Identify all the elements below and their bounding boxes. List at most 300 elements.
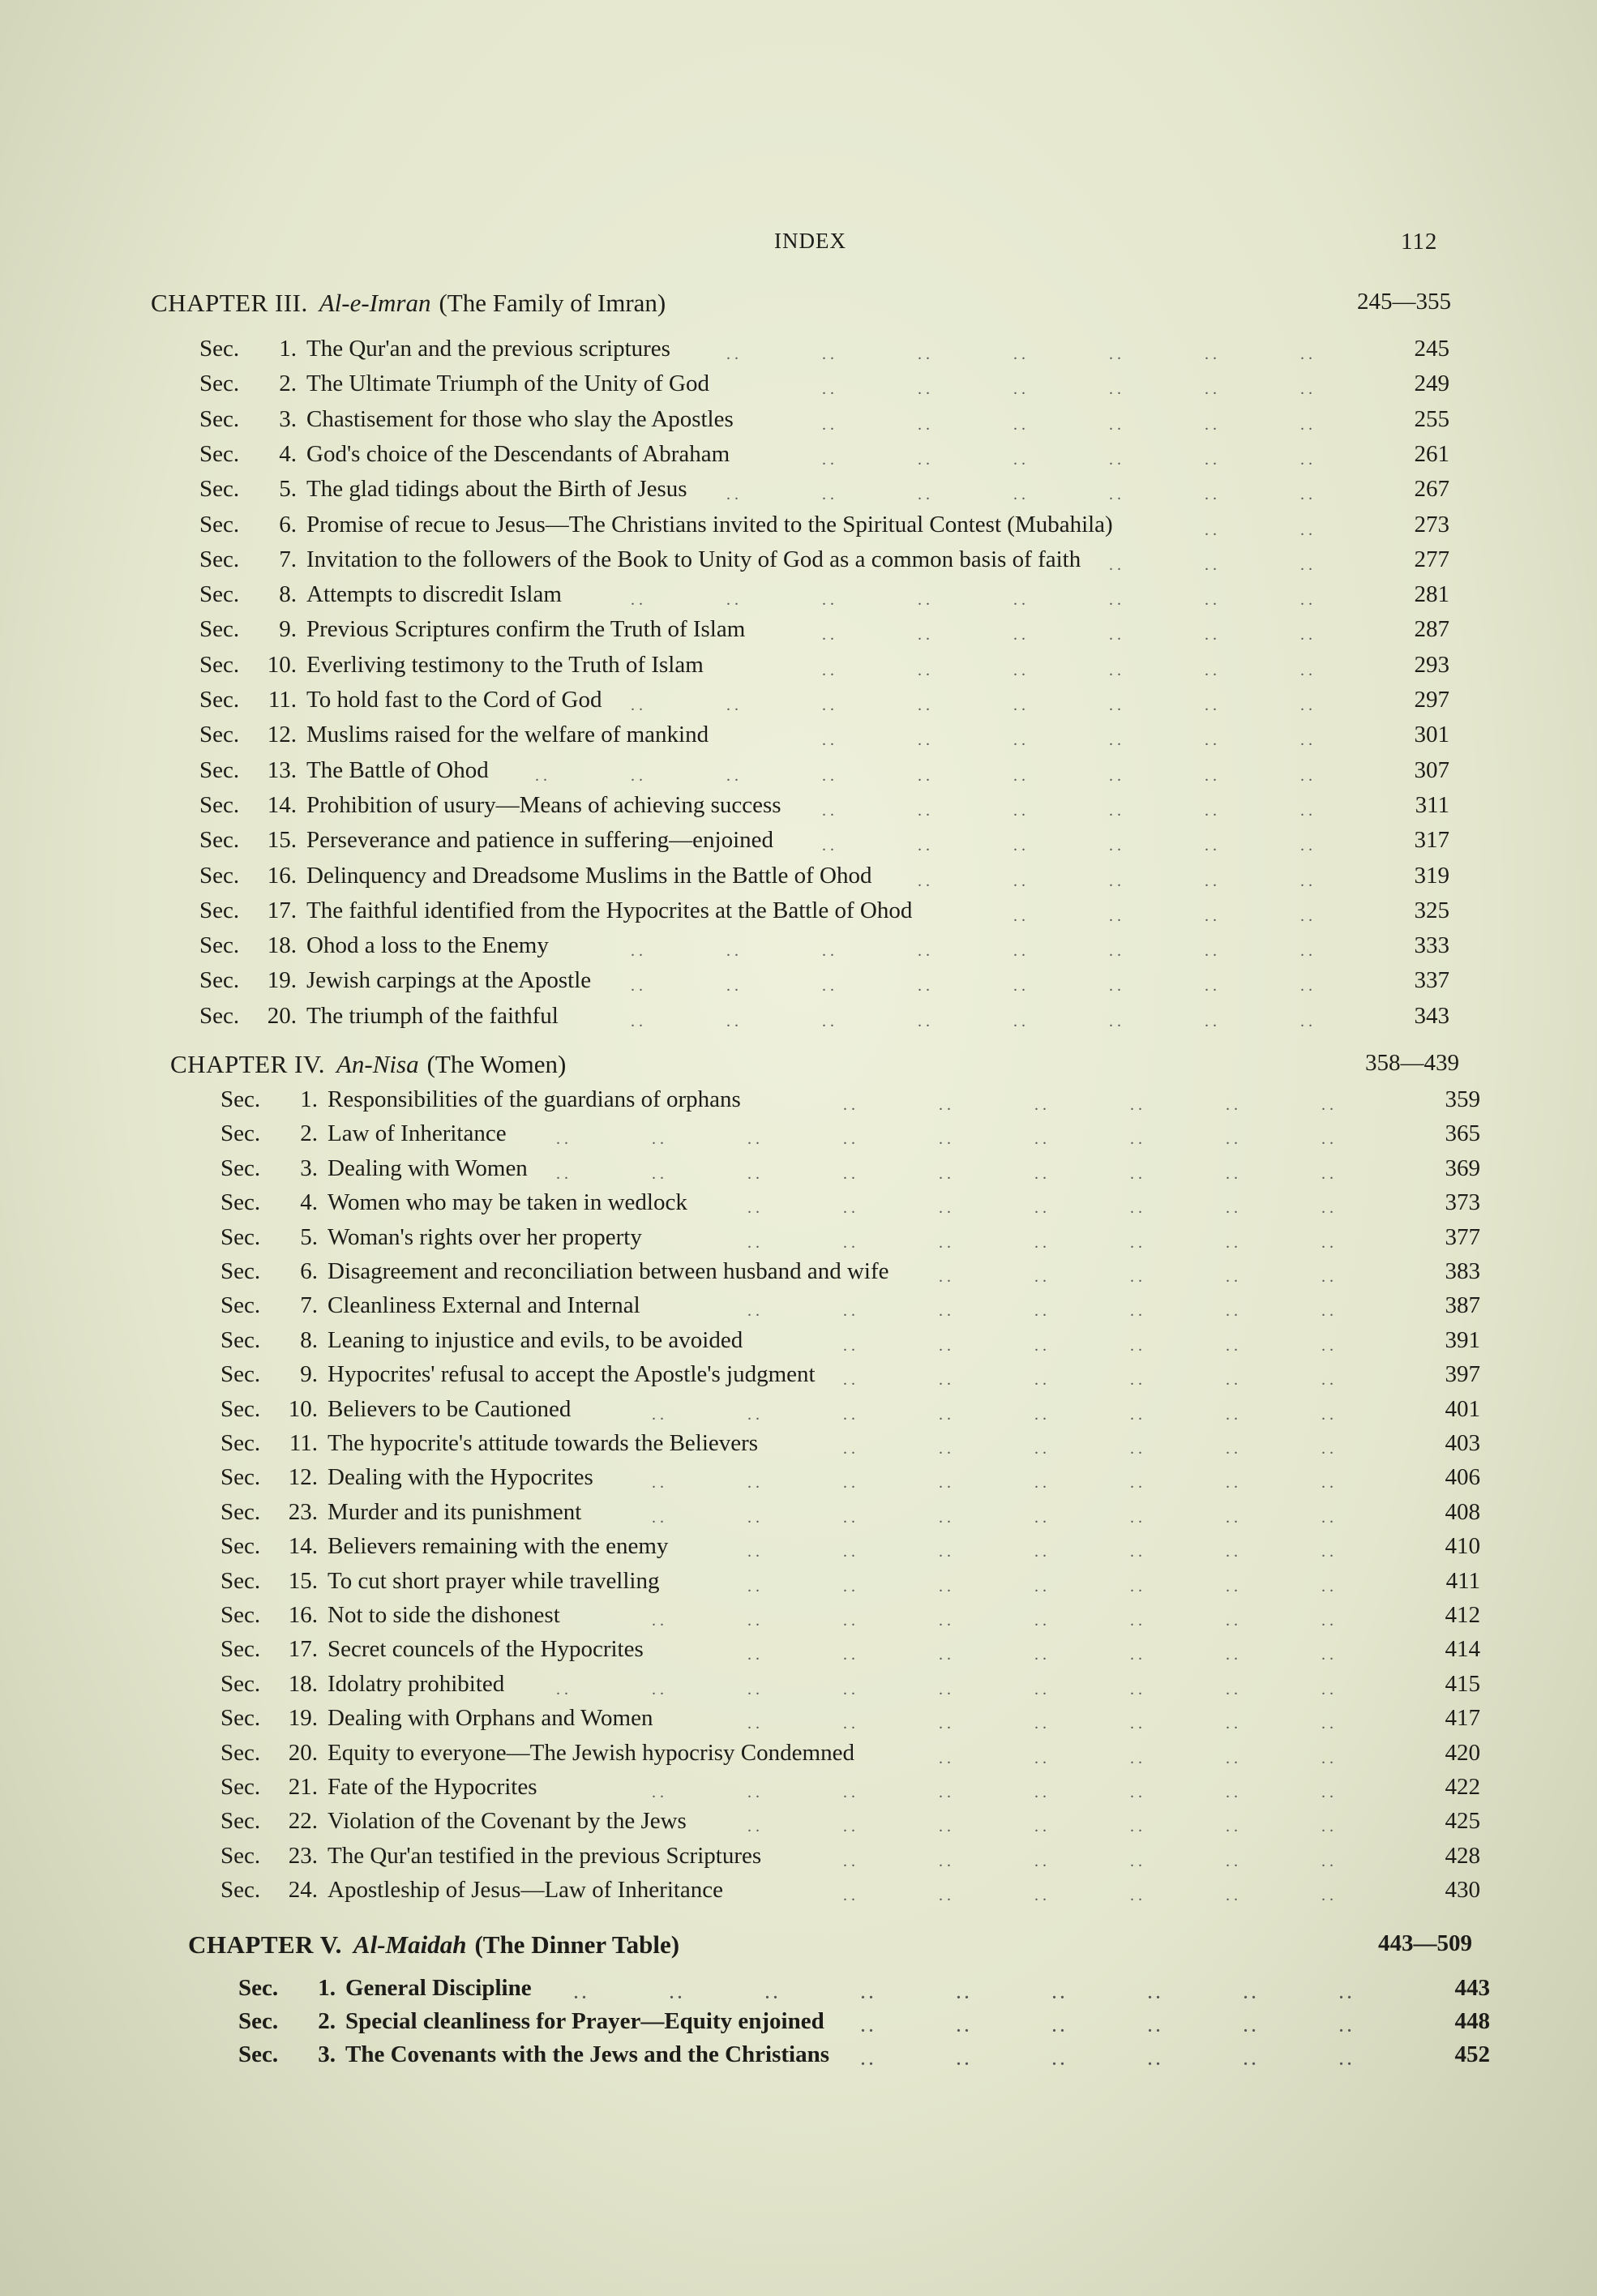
- section-title: Attempts to discredit Islam: [306, 581, 562, 608]
- leader-dots: . .: [1321, 1680, 1334, 1698]
- leader-dots: . .: [765, 1985, 777, 2003]
- section-row: [220, 1395, 1480, 1429]
- section-number: 20.: [288, 1739, 318, 1766]
- leader-dots: . .: [1130, 1852, 1142, 1870]
- leader-dots: . .: [1013, 977, 1025, 996]
- leader-dots: . .: [1013, 345, 1025, 363]
- leader-dots: . .: [822, 766, 834, 785]
- leader-dots: . .: [1205, 486, 1217, 504]
- section-label: Sec.: [238, 2008, 279, 2034]
- section-title: The glad tidings about the Birth of Jesus: [306, 476, 687, 503]
- leader-dots: . .: [1321, 1405, 1334, 1424]
- leader-dots: . .: [652, 1680, 664, 1698]
- leader-dots: . .: [1130, 1164, 1142, 1183]
- leader-dots: . .: [1130, 1543, 1142, 1561]
- leader-dots: . .: [1130, 1371, 1142, 1390]
- leader-dots: . .: [843, 1543, 855, 1561]
- section-title: Everliving testimony to the Truth of Islam: [306, 651, 704, 678]
- leader-dots: . .: [1109, 872, 1121, 890]
- leader-dots: . .: [1205, 696, 1217, 714]
- leader-dots: . .: [1130, 1405, 1142, 1424]
- section-number: 3.: [318, 2041, 336, 2067]
- leader-dots: . .: [1321, 1199, 1334, 1218]
- section-number: 23.: [288, 1842, 318, 1869]
- section-page-number: 425: [1445, 1808, 1480, 1835]
- section-page-number: 249: [1414, 371, 1449, 397]
- leader-dots: . .: [918, 591, 930, 610]
- leader-dots: . .: [1034, 1680, 1047, 1698]
- leader-dots: . .: [1300, 766, 1312, 785]
- leader-dots: . .: [726, 942, 739, 961]
- section-number: 16.: [288, 1602, 318, 1628]
- section-row: [199, 405, 1449, 439]
- section-row: [220, 1808, 1480, 1840]
- leader-dots: . .: [843, 1577, 855, 1596]
- section-page-number: 337: [1414, 967, 1449, 994]
- leader-dots: . .: [1130, 1302, 1142, 1321]
- section-row: [220, 1154, 1480, 1188]
- leader-dots: . .: [1321, 1852, 1334, 1870]
- section-row: [220, 1086, 1480, 1119]
- leader-dots: . .: [1013, 591, 1025, 610]
- section-number: 15.: [288, 1567, 318, 1594]
- section-row: [220, 1223, 1480, 1257]
- section-label: Sec.: [220, 1636, 261, 1663]
- section-label: Sec.: [199, 405, 240, 432]
- section-number: 19.: [267, 967, 297, 994]
- leader-dots: . .: [1205, 872, 1217, 890]
- leader-dots: . .: [1109, 906, 1121, 925]
- leader-dots: . .: [1034, 1784, 1047, 1801]
- leader-dots: . .: [1148, 1985, 1160, 2003]
- leader-dots: . .: [843, 1164, 855, 1183]
- section-label: Sec.: [199, 616, 240, 643]
- section-number: 3.: [279, 405, 297, 432]
- leader-dots: . .: [1321, 1233, 1334, 1252]
- chapter-name: An-Nisa: [336, 1050, 419, 1078]
- leader-dots: . .: [1205, 380, 1217, 399]
- section-row: [238, 1975, 1490, 2007]
- leader-dots: . .: [1109, 661, 1121, 679]
- section-row: [220, 1567, 1480, 1600]
- leader-dots: . .: [1130, 1715, 1142, 1733]
- leader-dots: . .: [1244, 2018, 1256, 2036]
- section-title: Perseverance and patience in suffering—enjoined: [306, 827, 774, 854]
- leader-dots: . .: [1013, 731, 1025, 750]
- leader-dots: . .: [1226, 1577, 1238, 1596]
- leader-dots: . .: [1034, 1577, 1047, 1596]
- leader-dots: . .: [939, 1440, 951, 1458]
- leader-dots: . .: [1034, 1130, 1047, 1149]
- leader-dots: . .: [1205, 555, 1217, 574]
- section-row: [199, 827, 1449, 859]
- leader-dots: . .: [747, 1130, 760, 1149]
- section-page-number: 391: [1445, 1326, 1480, 1353]
- section-title: Ohod a loss to the Enemy: [306, 932, 549, 959]
- section-row: [220, 1636, 1480, 1668]
- leader-dots: . .: [1205, 661, 1217, 679]
- leader-dots: . .: [1034, 1302, 1047, 1321]
- section-row: [220, 1292, 1480, 1325]
- section-title: Special cleanliness for Prayer—Equity enjoined: [345, 2008, 824, 2034]
- leader-dots: . .: [957, 2018, 969, 2036]
- leader-dots: . .: [861, 2051, 873, 2069]
- chapter-heading: [170, 1050, 566, 1079]
- leader-dots: . .: [1226, 1371, 1238, 1390]
- section-title: The triumph of the faithful: [306, 1002, 559, 1029]
- leader-dots: . .: [1226, 1543, 1238, 1561]
- section-label: Sec.: [220, 1498, 261, 1525]
- leader-dots: . .: [1205, 766, 1217, 785]
- chapter-page-range: 358—439: [1365, 1050, 1459, 1076]
- leader-dots: . .: [1226, 1440, 1238, 1458]
- leader-dots: . .: [822, 801, 834, 820]
- section-label: Sec.: [220, 1361, 261, 1388]
- leader-dots: . .: [1130, 1474, 1142, 1493]
- leader-dots: . .: [652, 1784, 664, 1801]
- section-page-number: 411: [1445, 1567, 1480, 1594]
- leader-dots: . .: [1109, 591, 1121, 610]
- section-title: Idolatry prohibited: [328, 1670, 505, 1697]
- section-page-number: 343: [1414, 1002, 1449, 1029]
- section-row: [220, 1602, 1480, 1634]
- section-label: Sec.: [199, 897, 240, 923]
- chapter-label: CHAPTER III.: [151, 289, 308, 317]
- section-row: [220, 1189, 1480, 1222]
- section-row: [220, 1670, 1480, 1703]
- leader-dots: . .: [918, 450, 930, 469]
- leader-dots: . .: [1013, 766, 1025, 785]
- section-row: [220, 1430, 1480, 1463]
- section-number: 8.: [279, 581, 297, 608]
- section-title: Previous Scriptures confirm the Truth of Islam: [306, 616, 746, 643]
- leader-dots: . .: [1226, 1887, 1238, 1905]
- section-page-number: 297: [1414, 687, 1449, 713]
- section-number: 7.: [300, 1292, 318, 1319]
- leader-dots: . .: [1321, 1818, 1334, 1836]
- chapter-3-heading: [151, 289, 1464, 321]
- section-number: 18.: [288, 1670, 318, 1697]
- leader-dots: . .: [726, 486, 739, 504]
- leader-dots: . .: [1034, 1268, 1047, 1286]
- leader-dots: . .: [1130, 1818, 1142, 1836]
- section-row: [199, 651, 1449, 684]
- chapter-english-name: (The Women): [426, 1050, 567, 1078]
- section-page-number: 443: [1454, 1975, 1490, 2001]
- leader-dots: . .: [843, 1440, 855, 1458]
- leader-dots: . .: [1300, 555, 1312, 574]
- section-label: Sec.: [199, 967, 240, 994]
- section-page-number: 403: [1445, 1430, 1480, 1456]
- section-page-number: 422: [1445, 1774, 1480, 1800]
- section-row: [199, 546, 1449, 579]
- leader-dots: . .: [1205, 906, 1217, 925]
- leader-dots: . .: [1300, 977, 1312, 996]
- leader-dots: . .: [1300, 1012, 1312, 1030]
- section-label: Sec.: [220, 1189, 261, 1216]
- leader-dots: . .: [1300, 486, 1312, 504]
- leader-dots: . .: [939, 1405, 951, 1424]
- leader-dots: . .: [726, 977, 739, 996]
- leader-dots: . .: [1130, 1130, 1142, 1149]
- section-page-number: 301: [1414, 722, 1449, 748]
- section-page-number: 287: [1414, 616, 1449, 643]
- leader-dots: . .: [918, 415, 930, 434]
- section-row: [199, 440, 1449, 473]
- chapter-page-range: 443—509: [1378, 1930, 1472, 1956]
- section-number: 6.: [300, 1258, 318, 1284]
- leader-dots: . .: [939, 1130, 951, 1149]
- leader-dots: . .: [939, 1096, 951, 1114]
- section-page-number: 410: [1445, 1533, 1480, 1560]
- section-label: Sec.: [199, 1002, 240, 1029]
- section-row: [199, 336, 1449, 368]
- section-title: Believers remaining with the enemy: [328, 1533, 669, 1560]
- section-row: [199, 511, 1449, 544]
- leader-dots: . .: [1300, 520, 1312, 539]
- section-row: [220, 1326, 1480, 1360]
- leader-dots: . .: [918, 486, 930, 504]
- leader-dots: . .: [1052, 1985, 1064, 2003]
- section-row: [199, 756, 1449, 790]
- leader-dots: . .: [1226, 1233, 1238, 1252]
- leader-dots: . .: [918, 661, 930, 679]
- section-page-number: 277: [1414, 546, 1449, 572]
- leader-dots: . .: [1321, 1268, 1334, 1286]
- leader-dots: . .: [939, 1508, 951, 1527]
- leader-dots: . .: [843, 1715, 855, 1733]
- section-title: The Ultimate Triumph of the Unity of God: [306, 371, 709, 397]
- leader-dots: . .: [1339, 2018, 1351, 2036]
- section-title: The Covenants with the Jews and the Christians: [345, 2041, 829, 2067]
- section-number: 4.: [300, 1189, 318, 1216]
- leader-dots: . .: [1226, 1302, 1238, 1321]
- section-page-number: 245: [1414, 336, 1449, 362]
- leader-dots: . .: [556, 1164, 568, 1183]
- leader-dots: . .: [1109, 450, 1121, 469]
- leader-dots: . .: [1205, 591, 1217, 610]
- leader-dots: . .: [1205, 731, 1217, 750]
- leader-dots: . .: [1321, 1749, 1334, 1767]
- leader-dots: . .: [939, 1233, 951, 1252]
- leader-dots: . .: [747, 1474, 760, 1493]
- section-page-number: 377: [1445, 1223, 1480, 1250]
- leader-dots: . .: [1226, 1749, 1238, 1767]
- leader-dots: . .: [843, 1096, 855, 1114]
- section-row: [238, 2008, 1490, 2041]
- leader-dots: . .: [939, 1646, 951, 1664]
- leader-dots: . .: [822, 591, 834, 610]
- leader-dots: . .: [1034, 1199, 1047, 1218]
- leader-dots: . .: [652, 1474, 664, 1493]
- leader-dots: . .: [1130, 1440, 1142, 1458]
- section-title: God's choice of the Descendants of Abraham: [306, 440, 730, 467]
- leader-dots: . .: [652, 1405, 664, 1424]
- section-row: [199, 616, 1449, 649]
- section-row: [199, 581, 1449, 614]
- page-number: 112: [1401, 229, 1438, 255]
- leader-dots: . .: [861, 1985, 873, 2003]
- section-number: 2.: [300, 1120, 318, 1147]
- section-number: 2.: [279, 371, 297, 397]
- leader-dots: . .: [1321, 1164, 1334, 1183]
- leader-dots: . .: [822, 837, 834, 855]
- leader-dots: . .: [1226, 1130, 1238, 1149]
- section-number: 10.: [267, 651, 297, 678]
- leader-dots: . .: [652, 1130, 664, 1149]
- leader-dots: . .: [1109, 731, 1121, 750]
- section-row: [199, 687, 1449, 719]
- section-page-number: 387: [1445, 1292, 1480, 1319]
- section-number: 11.: [289, 1430, 318, 1456]
- leader-dots: . .: [1321, 1474, 1334, 1493]
- section-label: Sec.: [220, 1705, 261, 1732]
- leader-dots: . .: [843, 1508, 855, 1527]
- section-label: Sec.: [220, 1842, 261, 1869]
- leader-dots: . .: [939, 1680, 951, 1698]
- leader-dots: . .: [1034, 1405, 1047, 1424]
- leader-dots: . .: [1052, 2051, 1064, 2069]
- leader-dots: . .: [1339, 2051, 1351, 2069]
- section-title: Secret councels of the Hypocrites: [328, 1636, 644, 1663]
- leader-dots: . .: [939, 1302, 951, 1321]
- chapter-name: Al-Maidah: [353, 1930, 467, 1959]
- leader-dots: . .: [1205, 977, 1217, 996]
- section-number: 3.: [300, 1154, 318, 1181]
- leader-dots: . .: [822, 661, 834, 679]
- section-row: [238, 2041, 1490, 2074]
- leader-dots: . .: [747, 1646, 760, 1664]
- section-page-number: 448: [1454, 2008, 1490, 2034]
- leader-dots: . .: [939, 1612, 951, 1630]
- leader-dots: . .: [1300, 450, 1312, 469]
- section-row: [220, 1774, 1480, 1806]
- section-title: The faithful identified from the Hypocrites at the Battle of Ohod: [306, 897, 913, 923]
- leader-dots: . .: [1109, 1012, 1121, 1030]
- section-title: Cleanliness External and Internal: [328, 1292, 640, 1319]
- section-row: [220, 1877, 1480, 1909]
- section-row: [199, 862, 1449, 895]
- section-page-number: 273: [1414, 511, 1449, 538]
- section-title: Not to side the dishonest: [328, 1602, 560, 1628]
- leader-dots: . .: [918, 942, 930, 961]
- leader-dots: . .: [843, 1474, 855, 1493]
- leader-dots: . .: [822, 486, 834, 504]
- leader-dots: . .: [1109, 766, 1121, 785]
- section-page-number: 369: [1445, 1154, 1480, 1181]
- leader-dots: . .: [1013, 380, 1025, 399]
- leader-dots: . .: [822, 942, 834, 961]
- leader-dots: . .: [1300, 415, 1312, 434]
- section-title: Dealing with the Hypocrites: [328, 1464, 593, 1491]
- section-label: Sec.: [199, 651, 240, 678]
- leader-dots: . .: [1300, 380, 1312, 399]
- section-number: 7.: [279, 546, 297, 572]
- leader-dots: . .: [1205, 450, 1217, 469]
- section-title: Dealing with Orphans and Women: [328, 1705, 653, 1732]
- leader-dots: . .: [939, 1474, 951, 1493]
- leader-dots: . .: [1130, 1887, 1142, 1905]
- leader-dots: . .: [1034, 1164, 1047, 1183]
- section-number: 24.: [288, 1877, 318, 1904]
- section-page-number: 333: [1414, 932, 1449, 959]
- leader-dots: . .: [939, 1715, 951, 1733]
- section-row: [220, 1258, 1480, 1291]
- section-label: Sec.: [199, 440, 240, 467]
- leader-dots: . .: [747, 1784, 760, 1801]
- section-page-number: 452: [1454, 2041, 1490, 2067]
- section-page-number: 267: [1414, 476, 1449, 503]
- leader-dots: . .: [843, 1852, 855, 1870]
- section-page-number: 415: [1445, 1670, 1480, 1697]
- leader-dots: . .: [1109, 555, 1121, 574]
- leader-dots: . .: [1130, 1784, 1142, 1801]
- section-label: Sec.: [220, 1670, 261, 1697]
- section-page-number: 307: [1414, 756, 1449, 783]
- section-title: Jewish carpings at the Apostle: [306, 967, 592, 994]
- leader-dots: . .: [1244, 2051, 1256, 2069]
- section-number: 10.: [288, 1395, 318, 1422]
- leader-dots: . .: [726, 696, 739, 714]
- leader-dots: . .: [747, 1302, 760, 1321]
- leader-dots: . .: [939, 1818, 951, 1836]
- chapter-5-heading: [188, 1930, 1477, 1963]
- leader-dots: . .: [1300, 837, 1312, 855]
- leader-dots: . .: [1300, 906, 1312, 925]
- leader-dots: . .: [1109, 696, 1121, 714]
- leader-dots: . .: [939, 1577, 951, 1596]
- section-number: 1.: [318, 1975, 336, 2001]
- section-label: Sec.: [220, 1533, 261, 1560]
- leader-dots: . .: [1226, 1405, 1238, 1424]
- leader-dots: . .: [747, 1612, 760, 1630]
- leader-dots: . .: [1205, 345, 1217, 363]
- leader-dots: . .: [1034, 1543, 1047, 1561]
- leader-dots: . .: [1205, 801, 1217, 820]
- leader-dots: . .: [918, 837, 930, 855]
- chapter-label: CHAPTER IV.: [170, 1050, 325, 1078]
- leader-dots: . .: [652, 1612, 664, 1630]
- section-title: Believers to be Cautioned: [328, 1395, 572, 1422]
- section-label: Sec.: [199, 722, 240, 748]
- leader-dots: . .: [1300, 872, 1312, 890]
- section-title: Promise of recue to Jesus—The Christians invited to the Spiritual Contest (Mubahila): [306, 511, 1113, 538]
- leader-dots: . .: [1013, 415, 1025, 434]
- section-number: 23.: [288, 1498, 318, 1525]
- leader-dots: . .: [1109, 837, 1121, 855]
- leader-dots: . .: [1226, 1818, 1238, 1836]
- section-label: Sec.: [199, 827, 240, 854]
- section-page-number: 414: [1445, 1636, 1480, 1663]
- section-title: The Qur'an and the previous scriptures: [306, 336, 670, 362]
- section-number: 16.: [267, 862, 297, 889]
- leader-dots: . .: [747, 1405, 760, 1424]
- chapter-heading: [151, 289, 666, 318]
- chapter-heading: [188, 1930, 679, 1960]
- leader-dots: . .: [1130, 1336, 1142, 1355]
- leader-dots: . .: [1148, 2051, 1160, 2069]
- leader-dots: . .: [1300, 696, 1312, 714]
- leader-dots: . .: [957, 1985, 969, 2003]
- section-number: 6.: [279, 511, 297, 538]
- leader-dots: . .: [747, 1577, 760, 1596]
- leader-dots: . .: [1130, 1268, 1142, 1286]
- section-number: 21.: [288, 1774, 318, 1800]
- leader-dots: . .: [1130, 1577, 1142, 1596]
- leader-dots: . .: [843, 1199, 855, 1218]
- section-row: [220, 1705, 1480, 1737]
- leader-dots: . .: [726, 1012, 739, 1030]
